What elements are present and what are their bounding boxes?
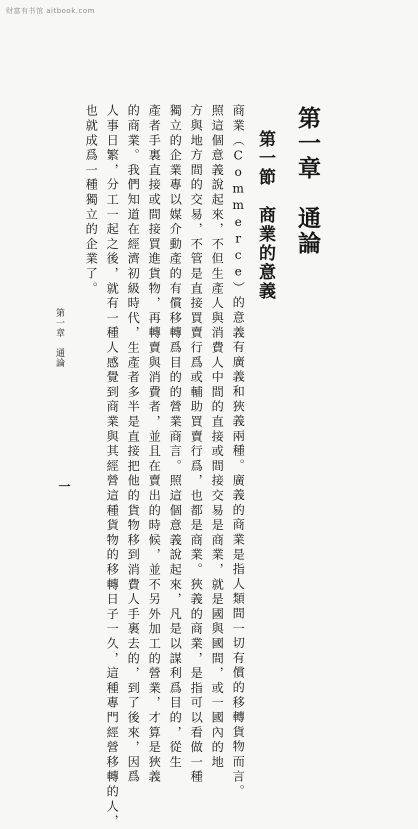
chapter-title: 第一章 通論 — [294, 106, 321, 256]
running-footer: 第一章 通論 — [54, 308, 64, 368]
section-title: 第一節 商業的意義 — [255, 130, 275, 301]
body-line: 獨立的企業專以媒介動產的有償移轉爲目的的營業商言。照這個意義說起來，凡是以謀利爲目的，從生 — [168, 104, 183, 770]
body-line: 商業（Commerce）的意義有廣義和狹義兩種。廣義的商業是指人類間一切有償的移轉貨物而言。 — [231, 104, 246, 800]
body-line: 照這個意義說起來，不但生產人與消費人中間的直接或間接交易是商業，就是國與國間，或一國內的地 — [210, 104, 225, 770]
body-line: 人事日繁，分工一起之後，就有一種人感覺到商業與其經營這種貨物的移轉日子一久，這種專門經營移轉的人， — [105, 104, 120, 829]
body-line: 方與地方間的交易，不管是直接買賣行爲或輔助買賣行爲，也都是商業。狹義的商業，是指可以看做一種 — [189, 104, 204, 785]
body-line: 也就成爲一種獨立的企業了。 — [84, 104, 99, 297]
body-line: 的商業。我們知道在經濟初級時代，生產者多半是直接把他的貨物移到消費人手裏去的，到了後來，因爲 — [126, 104, 141, 785]
watermark: 财富有书馆 aitbook.com — [6, 7, 95, 15]
page-number: 一 — [57, 480, 71, 492]
body-line: 產者手裏直接或間接買進貨物，再轉賣與消費者，並且在賣出的時候，並不另外加工的營業，才算是狹義 — [147, 104, 162, 785]
